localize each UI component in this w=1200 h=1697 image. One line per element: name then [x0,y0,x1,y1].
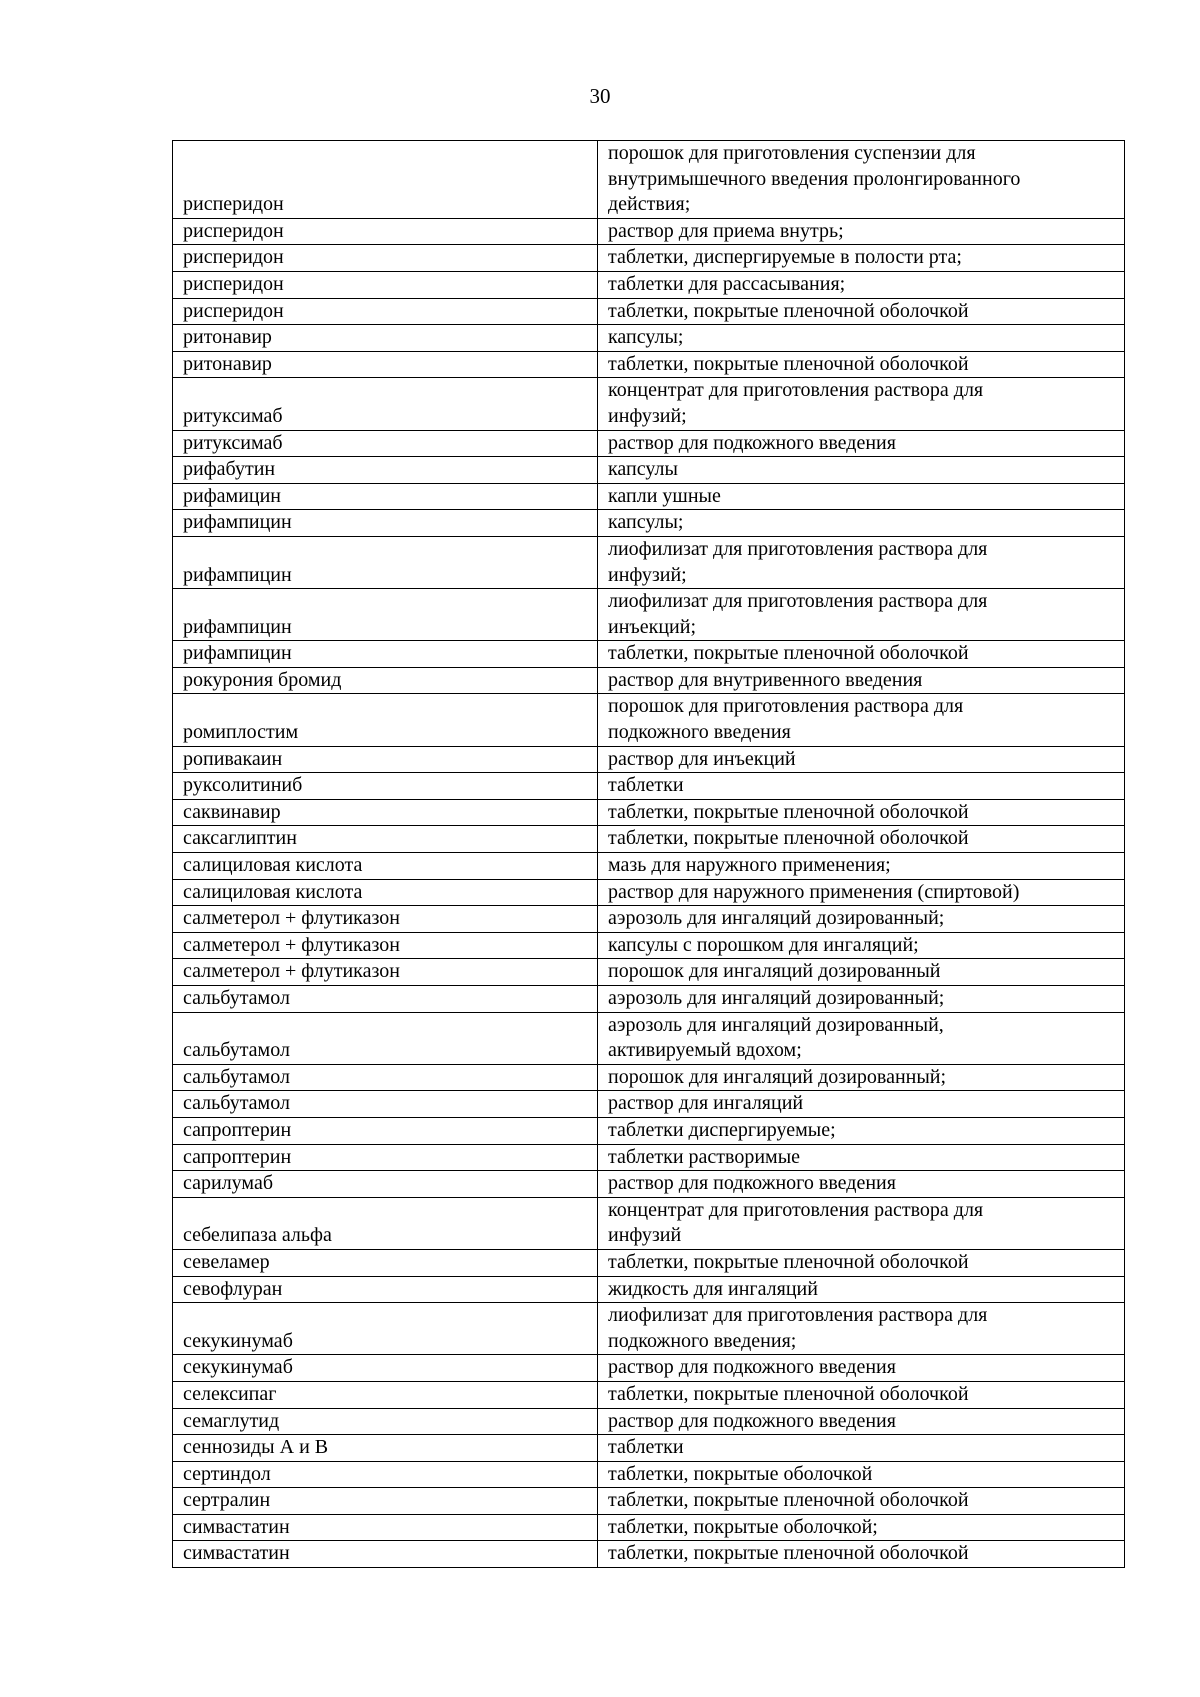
dosage-form-cell [598,986,1125,1013]
dosage-form-line: лиофилизат для приготовления раствора для [608,537,988,560]
dosage-form-line: таблетки диспергируемые; [608,1118,836,1141]
dosage-form-line: мазь для наружного применения; [608,854,891,877]
drug-name-cell: салициловая кислота [173,853,598,880]
table-row [173,245,1125,272]
drug-name-cell: саксаглиптин [173,826,598,853]
dosage-form-line: инфузий; [608,563,687,586]
table-row [173,906,1125,933]
dosage-form-line: таблетки, покрытые пленочной оболочкой [608,827,969,850]
table-row [173,1541,1125,1568]
table-row [173,879,1125,906]
table-row [173,1514,1125,1541]
table-row [173,1303,1125,1355]
table-row [173,218,1125,245]
table-row [173,589,1125,641]
dosage-form-line: действия; [608,193,691,216]
dosage-form-line: капсулы [608,458,678,481]
dosage-form-cell [598,298,1125,325]
dosage-form-line: таблетки, покрытые оболочкой [608,1462,873,1485]
drug-name-cell: рисперидон [173,218,598,245]
dosage-form-line: таблетки [608,774,684,797]
dosage-form-cell [598,245,1125,272]
table-row [173,271,1125,298]
drug-name-cell: сеннозиды А и В [173,1435,598,1462]
drug-name-cell: сертиндол [173,1461,598,1488]
drug-name-cell: салметерол + флутиказон [173,959,598,986]
drug-name-cell: ропивакаин [173,746,598,773]
dosage-form-line: аэрозоль для ингаляций дозированный, [608,1013,944,1036]
drug-name-cell: рифампицин [173,510,598,537]
dosage-form-line: раствор для подкожного введения [608,431,896,454]
table-row [173,1381,1125,1408]
drug-name-cell: сарилумаб [173,1171,598,1198]
drug-name-cell: рифампицин [173,536,598,588]
drug-name-cell: рифабутин [173,457,598,484]
dosage-form-line: раствор для инъекций [608,747,796,770]
table-row [173,1171,1125,1198]
dosage-form-line: капли ушные [608,484,721,507]
dosage-form-line: таблетки, покрытые пленочной оболочкой [608,352,969,375]
table-row [173,351,1125,378]
dosage-form-line: порошок для приготовления суспензии для [608,142,976,164]
dosage-form-line: таблетки для рассасывания; [608,272,846,295]
drug-name-cell: салметерол + флутиказон [173,932,598,959]
dosage-form-cell [598,141,1125,219]
table-row [173,483,1125,510]
dosage-form-cell [598,1435,1125,1462]
dosage-form-cell [598,1197,1125,1249]
dosage-form-cell [598,271,1125,298]
dosage-form-cell [598,906,1125,933]
drug-name-cell: рисперидон [173,141,598,219]
dosage-form-cell [598,510,1125,537]
drug-name-cell: салметерол + флутиказон [173,906,598,933]
dosage-form-cell [598,959,1125,986]
drug-name-cell: ритуксимаб [173,378,598,430]
dosage-form-line: капсулы; [608,326,684,349]
dosage-form-line: таблетки, покрытые пленочной оболочкой [608,1542,969,1565]
drug-name-cell: рисперидон [173,298,598,325]
dosage-form-cell [598,694,1125,746]
dosage-form-cell [598,1144,1125,1171]
dosage-form-line: лиофилизат для приготовления раствора для [608,590,988,613]
table-row [173,959,1125,986]
dosage-form-line: подкожного введения; [608,1329,797,1352]
table-row [173,1355,1125,1382]
drug-name-cell: рокурония бромид [173,667,598,694]
dosage-form-cell [598,932,1125,959]
dosage-form-cell [598,746,1125,773]
dosage-form-cell [598,1012,1125,1064]
dosage-form-line: капсулы с порошком для ингаляций; [608,933,919,956]
table-row [173,457,1125,484]
drug-name-cell: ритуксимаб [173,430,598,457]
dosage-form-line: таблетки, покрытые пленочной оболочкой [608,299,969,322]
table-row [173,1249,1125,1276]
table-row [173,746,1125,773]
table-row [173,694,1125,746]
dosage-form-line: таблетки, покрытые пленочной оболочкой [608,1382,969,1405]
dosage-form-line: раствор для подкожного введения [608,1409,896,1432]
dosage-form-line: порошок для ингаляций дозированный; [608,1065,947,1088]
dosage-form-cell [598,853,1125,880]
dosage-form-cell [598,773,1125,800]
table-row [173,932,1125,959]
drug-name-cell: салициловая кислота [173,879,598,906]
dosage-form-line: таблетки, покрытые пленочной оболочкой [608,1489,969,1512]
dosage-form-line: концентрат для приготовления раствора для [608,1198,984,1221]
dosage-form-cell [598,879,1125,906]
table-row [173,510,1125,537]
dosage-form-line: внутримышечного введения пролонгированного [608,167,1021,190]
drug-name-cell: сальбутамол [173,986,598,1013]
drug-name-cell: селексипаг [173,1381,598,1408]
drug-name-cell: секукинумаб [173,1303,598,1355]
table-row [173,1091,1125,1118]
table-row [173,378,1125,430]
drug-name-cell: саквинавир [173,799,598,826]
dosage-form-line: раствор для подкожного введения [608,1356,896,1379]
table-row [173,325,1125,352]
dosage-form-line: аэрозоль для ингаляций дозированный; [608,987,945,1009]
table-row [173,1012,1125,1064]
dosage-form-line: раствор для ингаляций [608,1092,804,1115]
dosage-form-cell [598,1381,1125,1408]
table-row [173,1117,1125,1144]
dosage-form-cell [598,826,1125,853]
drug-name-cell: сапроптерин [173,1117,598,1144]
drug-name-cell: себелипаза альфа [173,1197,598,1249]
dosage-form-line: инфузий [608,1224,682,1247]
table-row [173,298,1125,325]
dosage-form-cell [598,536,1125,588]
table-row [173,1064,1125,1091]
drug-form-table [172,140,1125,1568]
table-row [173,1276,1125,1303]
dosage-form-cell [598,641,1125,668]
dosage-form-cell [598,799,1125,826]
dosage-form-cell [598,1461,1125,1488]
drug-name-cell: сертралин [173,1488,598,1515]
dosage-form-line: активируемый вдохом; [608,1039,802,1062]
table-row [173,1197,1125,1249]
dosage-form-cell [598,218,1125,245]
drug-name-cell: севофлуран [173,1276,598,1303]
dosage-form-line: таблетки, покрытые пленочной оболочкой [608,642,969,665]
table-row [173,1461,1125,1488]
dosage-form-cell [598,1064,1125,1091]
dosage-form-cell [598,325,1125,352]
drug-name-cell: руксолитиниб [173,773,598,800]
dosage-form-cell [598,1488,1125,1515]
table-row [173,536,1125,588]
table-row [173,1488,1125,1515]
dosage-form-line: раствор для приема внутрь; [608,219,844,242]
dosage-form-line: концентрат для приготовления раствора для [608,379,984,402]
drug-name-cell: симвастатин [173,1514,598,1541]
table-row [173,853,1125,880]
table-row [173,141,1125,219]
table-row [173,799,1125,826]
drug-name-cell: севеламер [173,1249,598,1276]
dosage-form-line: таблетки [608,1436,684,1459]
dosage-form-line: раствор для наружного применения (спиртовой) [608,880,1020,903]
dosage-form-cell [598,1355,1125,1382]
drug-name-cell: семаглутид [173,1408,598,1435]
dosage-form-cell [598,483,1125,510]
dosage-form-cell [598,1117,1125,1144]
drug-name-cell: сальбутамол [173,1012,598,1064]
dosage-form-cell [598,378,1125,430]
drug-name-cell: рифампицин [173,589,598,641]
drug-name-cell: рифампицин [173,641,598,668]
dosage-form-cell [598,1276,1125,1303]
dosage-form-cell [598,351,1125,378]
dosage-form-line: порошок для ингаляций дозированный [608,960,941,983]
dosage-form-cell [598,457,1125,484]
dosage-form-line: таблетки, покрытые пленочной оболочкой [608,1250,969,1273]
table-row [173,667,1125,694]
dosage-form-line: инъекций; [608,615,697,638]
dosage-form-line: таблетки, покрытые оболочкой; [608,1515,878,1538]
table-row [173,641,1125,668]
dosage-form-line: порошок для приготовления раствора для [608,695,964,718]
dosage-form-line: инфузий; [608,404,687,427]
drug-name-cell: ритонавир [173,351,598,378]
dosage-form-cell [598,1249,1125,1276]
table-row [173,826,1125,853]
drug-name-cell: рифамицин [173,483,598,510]
drug-name-cell: симвастатин [173,1541,598,1568]
dosage-form-line: капсулы; [608,511,684,534]
drug-name-cell: рисперидон [173,271,598,298]
drug-name-cell: рисперидон [173,245,598,272]
table-body [173,141,1125,1568]
page-number: 30 [589,84,611,108]
drug-name-cell: ромиплостим [173,694,598,746]
drug-name-cell: сапроптерин [173,1144,598,1171]
drug-name-cell: ритонавир [173,325,598,352]
dosage-form-cell [598,1541,1125,1568]
dosage-form-cell [598,1171,1125,1198]
dosage-form-cell [598,1514,1125,1541]
drug-name-cell: сальбутамол [173,1091,598,1118]
dosage-form-line: жидкость для ингаляций [608,1277,818,1300]
table-row [173,430,1125,457]
dosage-form-cell [598,430,1125,457]
dosage-form-line: подкожного введения [608,721,791,744]
table-row [173,773,1125,800]
drug-name-cell: сальбутамол [173,1064,598,1091]
drug-name-cell: секукинумаб [173,1355,598,1382]
dosage-form-line: раствор для подкожного введения [608,1172,896,1195]
dosage-form-line: раствор для внутривенного введения [608,668,923,691]
table-row [173,1144,1125,1171]
table-row [173,1408,1125,1435]
dosage-form-cell [598,589,1125,641]
dosage-form-cell [598,1091,1125,1118]
dosage-form-cell [598,1408,1125,1435]
dosage-form-line: аэрозоль для ингаляций дозированный; [608,907,945,930]
dosage-form-line: таблетки, диспергируемые в полости рта; [608,246,962,269]
dosage-form-line: таблетки растворимые [608,1145,801,1168]
table-row [173,1435,1125,1462]
table-row [173,986,1125,1013]
dosage-form-cell [598,667,1125,694]
dosage-form-line: таблетки, покрытые пленочной оболочкой [608,800,969,823]
dosage-form-cell [598,1303,1125,1355]
dosage-form-line: лиофилизат для приготовления раствора для [608,1304,988,1327]
